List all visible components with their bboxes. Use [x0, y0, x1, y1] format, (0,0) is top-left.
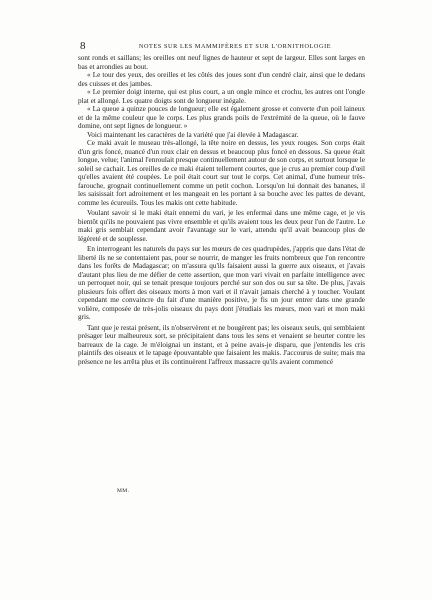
- paragraph-aviary-massacre: Tant que je restai présent, ils n'observèrent et ne bougèrent pas; les oiseaux seuls, qui semblaient présager leur malheureux sort, se précipitaient dans tous les sens et venaient se heurter contre les barreaux de la cage. Je m'éloignai un instant, et à peine avais-je disparu, que j'entendis les cris plaintifs des oiseaux et le tapage épouvantable que faisaient les makis. J'accourus de suite; mais ma présence ne les arrêta plus et ils continuèrent l'affreux massacre qu'ils avaient commencé: [78, 323, 365, 366]
- paragraph-variety-intro: Voici maintenant les caractères de la variété que j'ai élevée à Madagascar.: [87, 130, 299, 139]
- paragraph-quote-toes: « Le premier doigt interne, qui est plus court, a un ongle mince et crochu, les autres ont l'ongle plat et allongé. Les quatre doigts sont de longueur inégale.: [78, 88, 365, 105]
- page-header: [80, 40, 360, 54]
- page-number: 8: [80, 40, 86, 52]
- body-text: [78, 54, 365, 366]
- paragraph-natives-interview: En interrogeant les naturels du pays sur les mœurs de ces quadrupèdes, j'appris que dans l'état de liberté ils ne se contentaient pas, pour se nourrir, de manger les fruits nombreux que l'on rencontre dans les forêts de Madagascar; on m'assura qu'ils faisaient aussi la guerre aux oiseaux, et j'avais d'autant plus lieu de me défier de cette assertion, que mon vari vivait en parfaite intelligence avec un perroquet noir, qui se tenait presque toujours perché sur son dos ou sur sa tête. De plus, j'avais plusieurs fois offert des oiseaux morts à mon vari et il n'avait jamais cherché à y toucher. Voulant cependant me convaincre du fait d'une manière positive, je fis un jour entrer dans une grande volière, composée de très-jolis oiseaux du pays dont j'étudiais les mœurs, mon vari et mon maki gris.: [78, 245, 365, 321]
- running-head: NOTES SUR LES MAMMIFÈRES ET SUR L'ORNITHOLOGIE: [138, 43, 332, 50]
- paragraph-cage-experiment: Voulant savoir si le maki était ennemi du vari, je les enfermai dans une même cage, et je vis bientôt qu'ils ne pouvaient pas vivre ensemble et qu'ils avaient tous les deux peur l'un de l'autre. Le maki gris semblait cependant avoir l'avantage sur le vari, attendu qu'il avait beaucoup plus de légèreté et de souplesse.: [78, 209, 365, 243]
- signature-mark: MM.: [117, 488, 130, 494]
- paragraph-maki-description: Ce maki avait le museau très-allongé, la tête noire en dessus, les yeux rouges. Son corps était d'un gris foncé, nuancé d'un roux clair en dessus et beaucoup plus foncé en dessous. Sa queue était longue, velue; l'animal l'enroulait presque continuellement autour de son corps, et surtout lorsque le soleil se cachait. Les oreilles de ce maki étaient tellement courtes, que je crus au premier coup d'œil qu'elles avaient été coupées. Le poil était court sur tout le corps. Cet animal, d'une humeur très-farouche, grognait continuellement comme un petit cochon. Lorsqu'on lui donnait des bananes, il les saisissait fort adroitement et les mangeait en les portant à sa bouche avec les pattes de devant, comme les écureuils. Tous les makis ont cette habitude.: [78, 139, 365, 207]
- paragraph-quote-eyes: « Le tour des yeux, des oreilles et les côtés des joues sont d'un cendré clair, ainsi que le dedans des cuisses et des jambes.: [78, 71, 365, 88]
- paragraph-continued: sont ronds et saillans; les oreilles ont neuf lignes de hauteur et sept de largeur. Elles sont larges en bas et arrondies au bout.: [78, 54, 365, 71]
- paragraph-quote-tail: « La queue a quinze pouces de longueur; elle est également grosse et converte d'un poil laineux et de la même couleur que le corps. Les plus grands poils de l'extrémité de la queue, où le fauve domine, ont sept lignes de longueur. »: [78, 105, 365, 130]
